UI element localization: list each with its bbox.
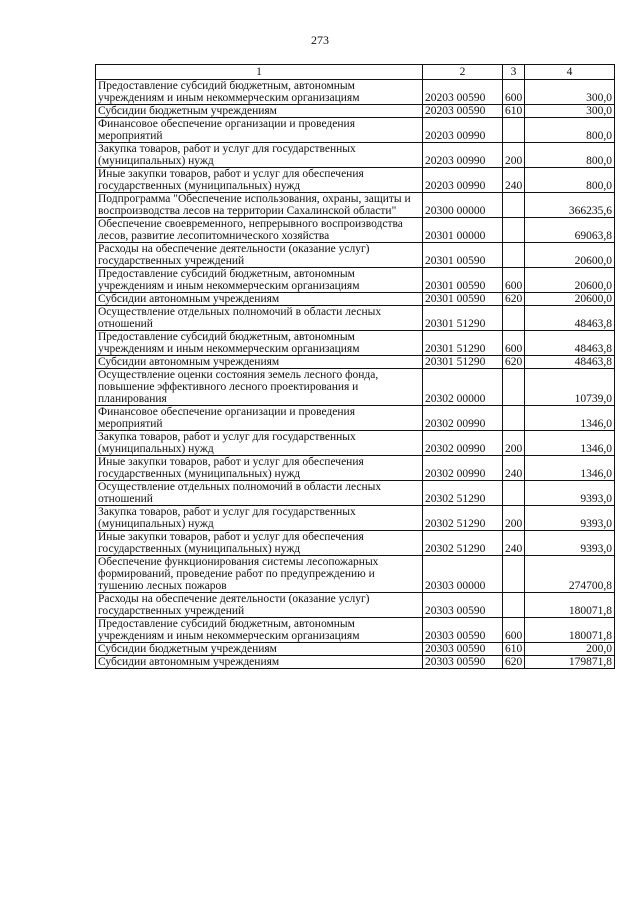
row-name-cell: Осуществление отдельных полномочий в области лесных отношений xyxy=(96,306,423,331)
row-type-cell: 240 xyxy=(503,168,525,193)
row-amount-cell: 48463,8 xyxy=(525,306,615,331)
row-name-cell: Осуществление отдельных полномочий в области лесных отношений xyxy=(96,481,423,506)
row-amount-cell: 20600,0 xyxy=(525,243,615,268)
row-amount-cell: 800,0 xyxy=(525,118,615,143)
row-amount-cell: 200,0 xyxy=(525,643,615,656)
row-type-cell xyxy=(503,406,525,431)
row-amount-cell: 1346,0 xyxy=(525,456,615,481)
row-code-cell: 20302 00990 xyxy=(423,431,503,456)
column-header-name: 1 xyxy=(96,65,423,80)
table-row xyxy=(96,643,615,656)
row-amount-cell: 300,0 xyxy=(525,105,615,118)
row-type-cell: 620 xyxy=(503,293,525,306)
row-type-cell: 240 xyxy=(503,456,525,481)
row-code-cell: 20203 00990 xyxy=(423,168,503,193)
row-amount-cell: 800,0 xyxy=(525,143,615,168)
row-name-cell: Подпрограмма "Обеспечение использования, охраны, защиты и воспроизводства лесов на территории Сахалинской области" xyxy=(96,193,423,218)
table-row xyxy=(96,268,615,293)
row-type-cell: 600 xyxy=(503,268,525,293)
row-name-cell: Обеспечение своевременного, непрерывного воспроизводства лесов, развитие лесопитомнического хозяйства xyxy=(96,218,423,243)
row-name-cell: Предоставление субсидий бюджетным, автономным учреждениям и иным некоммерческим организациям xyxy=(96,331,423,356)
row-name-cell: Субсидии автономным учреждениям xyxy=(96,356,423,369)
table-row xyxy=(96,369,615,406)
row-code-cell: 20301 51290 xyxy=(423,306,503,331)
row-type-cell: 200 xyxy=(503,143,525,168)
table-row xyxy=(96,168,615,193)
row-code-cell: 20303 00000 xyxy=(423,556,503,593)
row-type-cell: 610 xyxy=(503,105,525,118)
row-amount-cell: 800,0 xyxy=(525,168,615,193)
row-name-cell: Субсидии бюджетным учреждениям xyxy=(96,643,423,656)
table-row xyxy=(96,556,615,593)
row-name-cell: Субсидии автономным учреждениям xyxy=(96,293,423,306)
column-header-type: 3 xyxy=(503,65,525,80)
table-row xyxy=(96,105,615,118)
row-code-cell: 20203 00990 xyxy=(423,143,503,168)
table-row xyxy=(96,218,615,243)
row-code-cell: 20203 00990 xyxy=(423,118,503,143)
row-code-cell: 20303 00590 xyxy=(423,618,503,643)
row-code-cell: 20302 00000 xyxy=(423,369,503,406)
row-name-cell: Иные закупки товаров, работ и услуг для обеспечения государственных (муниципальных) нужд xyxy=(96,168,423,193)
row-code-cell: 20301 51290 xyxy=(423,331,503,356)
row-code-cell: 20301 00000 xyxy=(423,218,503,243)
row-code-cell: 20302 51290 xyxy=(423,481,503,506)
table-row xyxy=(96,80,615,105)
row-code-cell: 20301 51290 xyxy=(423,356,503,369)
table-row xyxy=(96,193,615,218)
table-row xyxy=(96,143,615,168)
row-code-cell: 20303 00590 xyxy=(423,656,503,669)
row-name-cell: Предоставление субсидий бюджетным, автономным учреждениям и иным некоммерческим организациям xyxy=(96,268,423,293)
row-name-cell: Предоставление субсидий бюджетным, автономным учреждениям и иным некоммерческим организациям xyxy=(96,618,423,643)
row-name-cell: Финансовое обеспечение организации и проведения мероприятий xyxy=(96,406,423,431)
row-code-cell: 20302 51290 xyxy=(423,531,503,556)
row-amount-cell: 1346,0 xyxy=(525,406,615,431)
row-type-cell: 610 xyxy=(503,643,525,656)
row-type-cell xyxy=(503,306,525,331)
row-amount-cell: 300,0 xyxy=(525,80,615,105)
table-header-row xyxy=(96,65,615,80)
row-amount-cell: 1346,0 xyxy=(525,431,615,456)
row-type-cell: 600 xyxy=(503,618,525,643)
column-header-amount: 4 xyxy=(525,65,615,80)
row-type-cell xyxy=(503,369,525,406)
row-type-cell xyxy=(503,218,525,243)
column-header-code: 2 xyxy=(423,65,503,80)
table-row xyxy=(96,406,615,431)
row-name-cell: Предоставление субсидий бюджетным, автономным учреждениям и иным некоммерческим организациям xyxy=(96,80,423,105)
row-type-cell xyxy=(503,481,525,506)
row-amount-cell: 20600,0 xyxy=(525,268,615,293)
row-amount-cell: 9393,0 xyxy=(525,531,615,556)
row-type-cell xyxy=(503,243,525,268)
row-amount-cell: 179871,8 xyxy=(525,656,615,669)
table-row xyxy=(96,593,615,618)
row-code-cell: 20301 00590 xyxy=(423,268,503,293)
row-type-cell: 600 xyxy=(503,80,525,105)
row-type-cell xyxy=(503,118,525,143)
row-name-cell: Расходы на обеспечение деятельности (оказание услуг) государственных учреждений xyxy=(96,243,423,268)
row-name-cell: Осуществление оценки состояния земель лесного фонда, повышение эффективного лесного проектирования и планирования xyxy=(96,369,423,406)
row-amount-cell: 69063,8 xyxy=(525,218,615,243)
row-type-cell: 240 xyxy=(503,531,525,556)
row-code-cell: 20303 00590 xyxy=(423,643,503,656)
page-number: 273 xyxy=(311,33,329,47)
table-row xyxy=(96,331,615,356)
row-amount-cell: 180071,8 xyxy=(525,618,615,643)
table-body xyxy=(96,80,615,669)
table-row xyxy=(96,506,615,531)
row-amount-cell: 274700,8 xyxy=(525,556,615,593)
table-row xyxy=(96,243,615,268)
row-type-cell xyxy=(503,556,525,593)
table-row xyxy=(96,293,615,306)
table-row xyxy=(96,118,615,143)
table-row xyxy=(96,456,615,481)
row-amount-cell: 48463,8 xyxy=(525,331,615,356)
row-name-cell: Финансовое обеспечение организации и проведения мероприятий xyxy=(96,118,423,143)
row-amount-cell: 48463,8 xyxy=(525,356,615,369)
row-name-cell: Закупка товаров, работ и услуг для государственных (муниципальных) нужд xyxy=(96,506,423,531)
row-type-cell: 200 xyxy=(503,506,525,531)
row-amount-cell: 20600,0 xyxy=(525,293,615,306)
row-code-cell: 20300 00000 xyxy=(423,193,503,218)
row-name-cell: Субсидии бюджетным учреждениям xyxy=(96,105,423,118)
table-row xyxy=(96,431,615,456)
table-row xyxy=(96,656,615,669)
row-name-cell: Иные закупки товаров, работ и услуг для обеспечения государственных (муниципальных) нужд xyxy=(96,456,423,481)
row-type-cell: 620 xyxy=(503,656,525,669)
row-code-cell: 20301 00590 xyxy=(423,293,503,306)
row-code-cell: 20302 00990 xyxy=(423,406,503,431)
row-name-cell: Иные закупки товаров, работ и услуг для обеспечения государственных (муниципальных) нужд xyxy=(96,531,423,556)
row-type-cell: 620 xyxy=(503,356,525,369)
row-type-cell xyxy=(503,593,525,618)
row-name-cell: Обеспечение функционирования системы лесопожарных формирований, проведение работ по предупреждению и тушению лесных пожаров xyxy=(96,556,423,593)
table-row xyxy=(96,618,615,643)
budget-table xyxy=(95,64,615,669)
table-row xyxy=(96,531,615,556)
row-type-cell: 600 xyxy=(503,331,525,356)
row-code-cell: 20302 51290 xyxy=(423,506,503,531)
row-code-cell: 20301 00590 xyxy=(423,243,503,268)
row-code-cell: 20203 00590 xyxy=(423,80,503,105)
row-name-cell: Закупка товаров, работ и услуг для государственных (муниципальных) нужд xyxy=(96,143,423,168)
row-code-cell: 20302 00990 xyxy=(423,456,503,481)
table-row xyxy=(96,306,615,331)
row-amount-cell: 10739,0 xyxy=(525,369,615,406)
row-type-cell: 200 xyxy=(503,431,525,456)
row-amount-cell: 9393,0 xyxy=(525,506,615,531)
table-row xyxy=(96,356,615,369)
row-code-cell: 20203 00590 xyxy=(423,105,503,118)
table-row xyxy=(96,481,615,506)
row-name-cell: Расходы на обеспечение деятельности (оказание услуг) государственных учреждений xyxy=(96,593,423,618)
row-type-cell xyxy=(503,193,525,218)
row-amount-cell: 180071,8 xyxy=(525,593,615,618)
row-code-cell: 20303 00590 xyxy=(423,593,503,618)
row-name-cell: Закупка товаров, работ и услуг для государственных (муниципальных) нужд xyxy=(96,431,423,456)
row-name-cell: Субсидии автономным учреждениям xyxy=(96,656,423,669)
row-amount-cell: 366235,6 xyxy=(525,193,615,218)
row-amount-cell: 9393,0 xyxy=(525,481,615,506)
